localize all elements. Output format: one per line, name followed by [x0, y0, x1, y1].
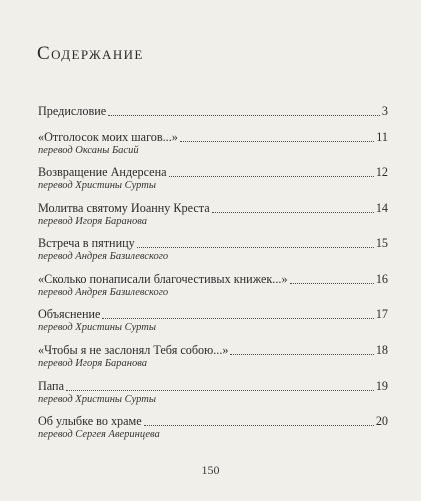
- entry-page-number: 20: [375, 414, 388, 428]
- entry-page-number: 12: [375, 165, 388, 179]
- toc-entry[interactable]: [38, 414, 388, 441]
- entry-title: «Чтобы я не заслонял Тебя собою...»: [38, 343, 229, 357]
- page-title: Содержание: [37, 43, 144, 64]
- entry-translator: перевод Христины Сурты: [38, 322, 156, 333]
- entry-translator: перевод Христины Сурты: [38, 394, 156, 405]
- entry-translator: перевод Игоря Баранова: [38, 358, 147, 369]
- entry-translator: перевод Христины Сурты: [38, 180, 156, 191]
- entry-title: Возвращение Андерсена: [38, 165, 167, 179]
- toc-entry[interactable]: [38, 165, 388, 192]
- entry-page-number: 16: [375, 272, 388, 286]
- toc-entry[interactable]: [38, 343, 388, 370]
- dot-leader: [180, 141, 374, 142]
- entry-page-number: 19: [375, 379, 388, 393]
- entry-title: Встреча в пятницу: [38, 236, 135, 250]
- entry-translator: перевод Сергея Аверинцева: [38, 429, 160, 440]
- entry-title: Об улыбке во храме: [38, 414, 142, 428]
- dot-leader: [230, 354, 373, 355]
- toc-entry[interactable]: [38, 201, 388, 228]
- dot-leader: [212, 212, 374, 213]
- dot-leader: [66, 390, 374, 391]
- entry-title: Молитва святому Иоанну Креста: [38, 201, 210, 215]
- entry-page-number: 14: [375, 201, 388, 215]
- entry-title: Предисловие: [38, 104, 107, 118]
- entry-title: Объяснение: [38, 307, 101, 321]
- toc-entry[interactable]: [38, 236, 388, 263]
- dot-leader: [137, 247, 374, 248]
- entry-page-number: 18: [375, 343, 388, 357]
- dot-leader: [144, 425, 374, 426]
- toc-entry[interactable]: [38, 272, 388, 299]
- page-number: 150: [201, 463, 220, 477]
- dot-leader: [108, 115, 380, 116]
- toc-entry[interactable]: [38, 379, 388, 406]
- toc-entry[interactable]: [38, 130, 388, 157]
- toc-entry[interactable]: [38, 307, 388, 334]
- toc-entry[interactable]: [38, 104, 388, 119]
- entry-title: «Сколько понаписали благочестивых книжек...»: [38, 272, 288, 286]
- entry-translator: перевод Игоря Баранова: [38, 216, 147, 227]
- entry-translator: перевод Оксаны Басий: [38, 145, 139, 156]
- entry-page-number: 3: [381, 104, 388, 118]
- dot-leader: [290, 283, 374, 284]
- entry-page-number: 11: [376, 130, 388, 144]
- dot-leader: [102, 318, 373, 319]
- entry-title: Папа: [38, 379, 64, 393]
- entry-translator: перевод Андрея Базилевского: [38, 287, 169, 298]
- dot-leader: [169, 176, 374, 177]
- entry-translator: перевод Андрея Базилевского: [38, 251, 169, 262]
- entry-page-number: 17: [375, 307, 388, 321]
- entry-page-number: 15: [375, 236, 388, 250]
- entry-title: «Отголосок моих шагов...»: [38, 130, 178, 144]
